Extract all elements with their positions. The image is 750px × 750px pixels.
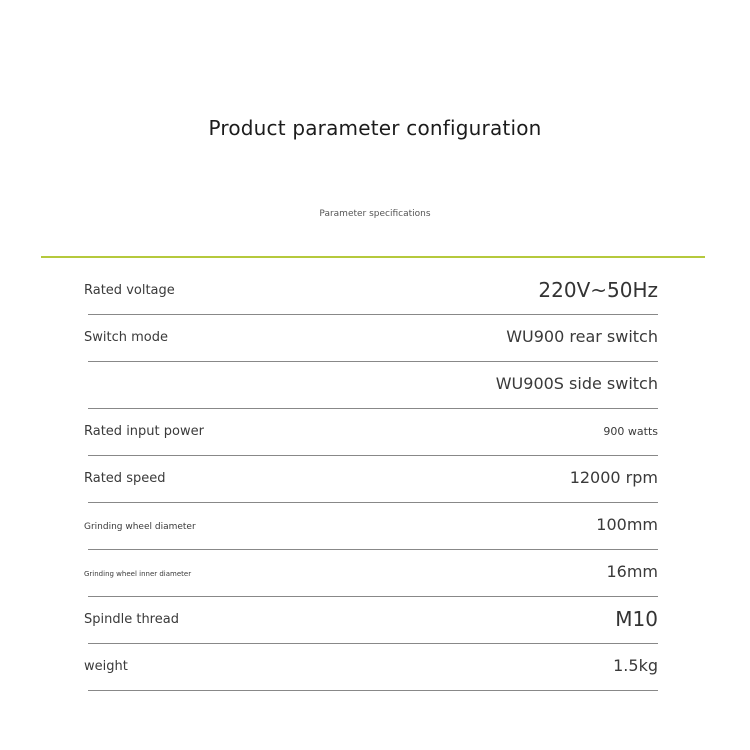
spec-label: Rated input power bbox=[84, 424, 204, 439]
spec-table bbox=[84, 268, 658, 691]
spec-value: WU900S side switch bbox=[495, 374, 658, 393]
spec-row-rated-speed bbox=[84, 456, 658, 503]
section-subtitle: Parameter specifications bbox=[319, 209, 431, 219]
spec-value: 900 watts bbox=[603, 425, 658, 438]
spec-value: 16mm bbox=[606, 562, 658, 581]
spec-value: 1.5kg bbox=[613, 656, 658, 675]
spec-value: 220V~50Hz bbox=[538, 278, 658, 302]
spec-row-wheel-inner-diameter bbox=[84, 550, 658, 597]
spec-value: M10 bbox=[615, 607, 658, 631]
spec-row-rated-input-power bbox=[84, 409, 658, 456]
spec-value: 12000 rpm bbox=[569, 468, 658, 487]
spec-row-spindle-thread bbox=[84, 597, 658, 644]
spec-label: Rated voltage bbox=[84, 283, 175, 298]
spec-label: Switch mode bbox=[84, 330, 168, 345]
spec-value: 100mm bbox=[596, 515, 658, 534]
spec-label: Grinding wheel inner diameter bbox=[84, 570, 192, 578]
spec-row-rated-voltage bbox=[84, 268, 658, 315]
spec-label: Rated speed bbox=[84, 471, 166, 486]
spec-row-wheel-diameter bbox=[84, 503, 658, 550]
spec-row-switch-mode-alt bbox=[88, 362, 658, 409]
spec-row-switch-mode bbox=[84, 315, 658, 362]
spec-value: WU900 rear switch bbox=[506, 327, 658, 346]
spec-label: weight bbox=[84, 659, 128, 674]
page-title: Product parameter configuration bbox=[208, 116, 542, 140]
accent-divider bbox=[41, 256, 705, 258]
spec-label: Grinding wheel diameter bbox=[84, 522, 196, 532]
spec-row-weight bbox=[84, 644, 658, 691]
spec-label: Spindle thread bbox=[84, 612, 179, 627]
